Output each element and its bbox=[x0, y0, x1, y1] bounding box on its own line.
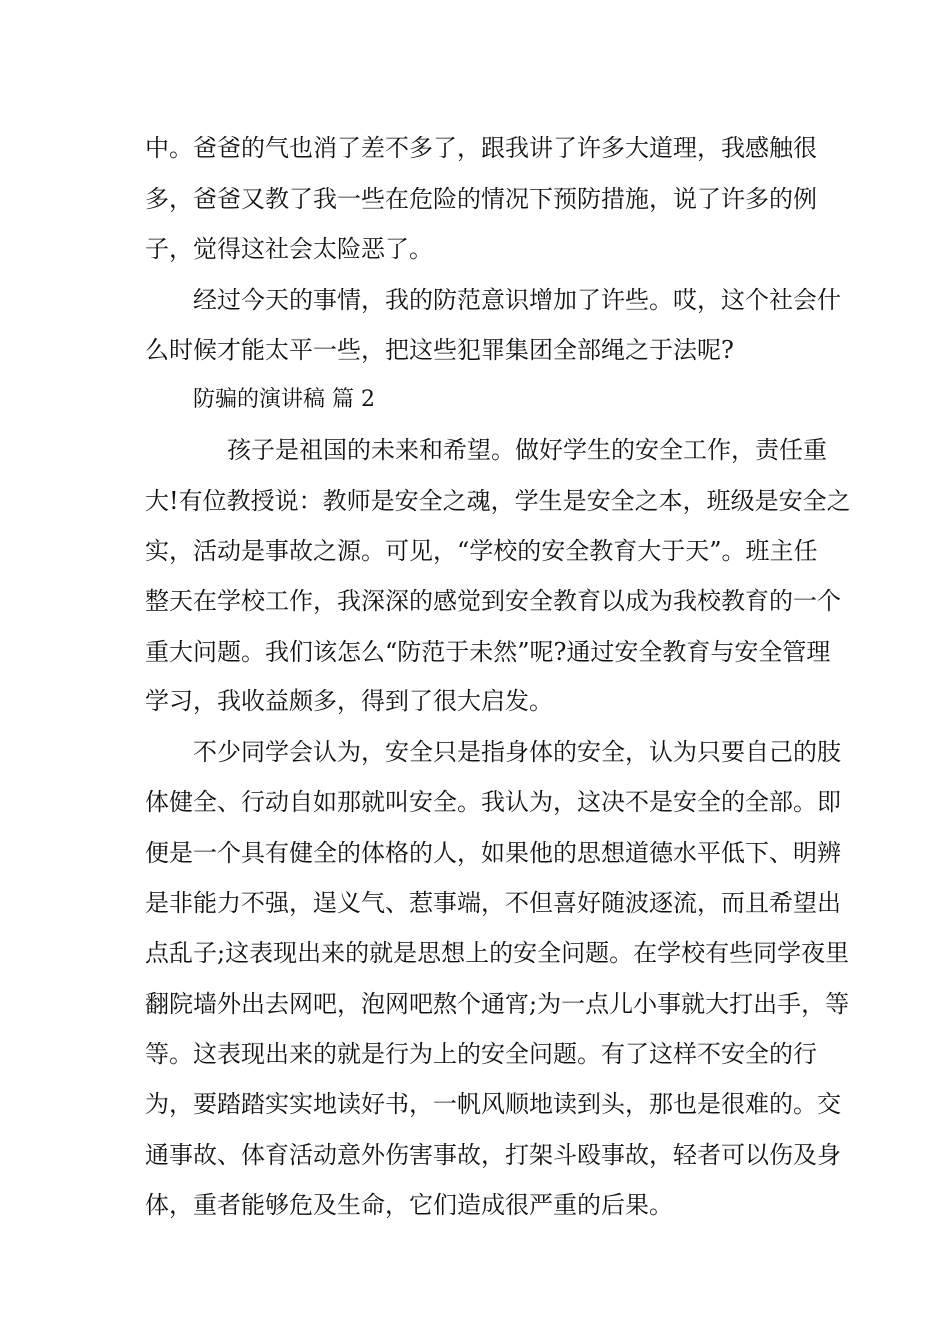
text-line: 整天在学校工作，我深深的感觉到安全教育以成为我校教育的一个 bbox=[145, 587, 841, 615]
text-line: 体，重者能够危及生命，它们造成很严重的后果。 bbox=[145, 1191, 673, 1219]
text-line: 为，要踏踏实实地读好书，一帆风顺地读到头，那也是很难的。交 bbox=[145, 1090, 841, 1118]
text-line: 学习，我收益颇多，得到了很大启发。 bbox=[145, 687, 553, 715]
text-line: 孩子是祖国的未来和希望。做好学生的安全工作，责任重 bbox=[227, 436, 827, 464]
text-line: 实，活动是事故之源。可见，“学校的安全教育大于天”。班主任 bbox=[145, 537, 818, 565]
text-line: 经过今天的事情，我的防范意识增加了许些。哎，这个社会什 bbox=[193, 286, 841, 314]
section-heading: 防骗的演讲稿 篇 2 bbox=[193, 387, 375, 412]
text-line: 是非能力不强，逞义气、惹事端，不但喜好随波逐流，而且希望出 bbox=[145, 889, 841, 917]
text-line: 翻院墙外出去网吧，泡网吧熬个通宵;为一点儿小事就大打出手，等 bbox=[145, 990, 850, 1018]
text-line: 通事故、体育活动意外伤害事故，打架斗殴事故，轻者可以伤及身 bbox=[145, 1141, 841, 1169]
text-line: 大!有位教授说：教师是安全之魂，学生是安全之本，班级是安全之 bbox=[145, 487, 851, 515]
text-line: 多，爸爸又教了我一些在危险的情况下预防措施，说了许多的例 bbox=[145, 185, 817, 213]
text-line: 体健全、行动自如那就叫安全。我认为，这决不是安全的全部。即 bbox=[145, 788, 841, 816]
text-line: 不少同学会认为，安全只是指身体的安全，认为只要自己的肢 bbox=[193, 738, 841, 766]
text-line: 重大问题。我们该怎么“防范于未然”呢?通过安全教育与安全管理 bbox=[145, 638, 831, 666]
text-line: 等。这表现出来的就是行为上的安全问题。有了这样不安全的行 bbox=[145, 1040, 817, 1068]
text-line: 点乱子;这表现出来的就是思想上的安全问题。在学校有些同学夜里 bbox=[145, 939, 850, 967]
text-line: 便是一个具有健全的体格的人，如果他的思想道德水平低下、明辨 bbox=[145, 839, 841, 867]
text-line: 子，觉得这社会太险恶了。 bbox=[145, 235, 433, 263]
text-line: 么时候才能太平一些，把这些犯罪集团全部绳之于法呢? bbox=[145, 336, 734, 364]
text-line: 中。爸爸的气也消了差不多了，跟我讲了许多大道理，我感触很 bbox=[145, 134, 817, 162]
